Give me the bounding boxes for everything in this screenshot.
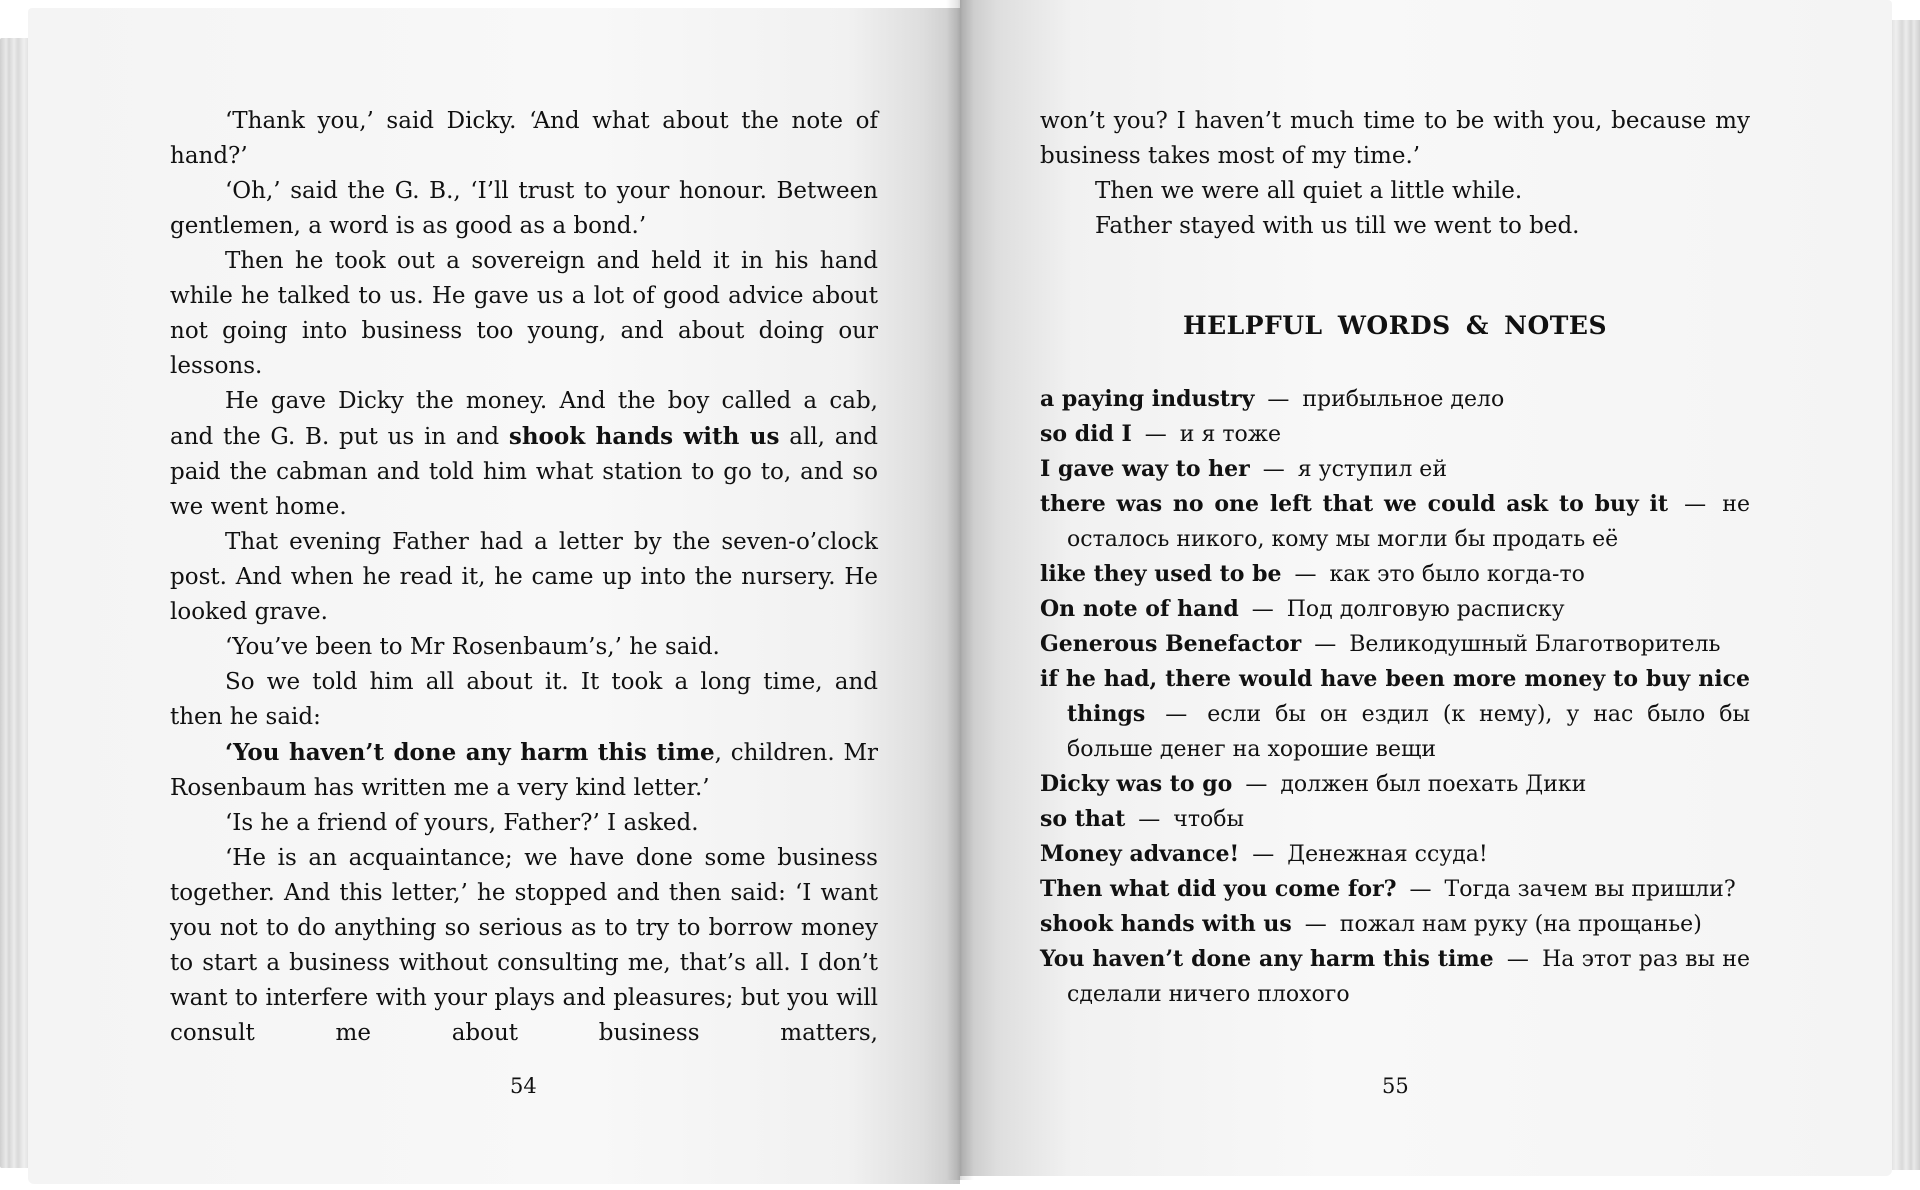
- left_page-paragraph: [170, 841, 878, 1051]
- right-page-body-text: [1040, 104, 1750, 244]
- note-translation: и я тоже: [1179, 422, 1281, 447]
- note-translation: Великодушный Благотворитель: [1349, 632, 1721, 657]
- text-run: , children. Mr Rosenbaum has written me a very kind letter.’: [170, 740, 878, 801]
- text-run: Father stayed with us till we went to bed.: [1095, 213, 1580, 239]
- vocabulary-note: [1040, 837, 1750, 872]
- left_page-paragraph: [170, 244, 878, 384]
- left_page-paragraph: [170, 104, 878, 174]
- left-page-body-text: [170, 104, 878, 1051]
- em-dash-separator: —: [1262, 457, 1285, 482]
- left_page-paragraph: [170, 630, 878, 665]
- note-term: You haven’t done any harm this time: [1040, 946, 1494, 972]
- vocabulary-note: [1040, 872, 1750, 907]
- text-run: Then he took out a sovereign and held it in his hand while he talked to us. He gave us a lot of good advice about not going into business too young, and about doing our lessons.: [170, 248, 878, 379]
- text-run: all, and paid the cabman and told him what station to go to, and so we went home.: [170, 424, 878, 520]
- vocabulary-note: [1040, 592, 1750, 627]
- text-run: ‘He is an acquaintance; we have done some business together. And this letter,’ he stopped and then said: ‘I want you not to do anything so serious as to try to borrow money to start a business without consulting me, that’s all. I don’t want to interfere with your plays and pleasures; but you will consult me about business matters,: [170, 845, 878, 1046]
- right_page-paragraph: [1040, 209, 1750, 244]
- note-translation: Тогда зачем вы пришли?: [1444, 877, 1736, 902]
- note-translation: прибыльное дело: [1302, 387, 1505, 412]
- note-term: Dicky was to go: [1040, 771, 1233, 797]
- em-dash-separator: —: [1506, 947, 1529, 972]
- text-run: ‘Thank you,’ said Dicky. ‘And what about the note of hand?’: [170, 108, 878, 169]
- helpful-words-heading: HELPFUL WORDS & NOTES: [1182, 311, 1608, 340]
- left_page-paragraph: [170, 665, 878, 735]
- note-term: Then what did you come for?: [1040, 876, 1397, 902]
- bold-phrase: shook hands with us: [508, 423, 780, 450]
- vocabulary-note: [1040, 942, 1750, 1012]
- text-run: So we told him all about it. It took a long time, and then he said:: [170, 669, 878, 730]
- em-dash-separator: —: [1251, 597, 1274, 622]
- note-term: if he had, there would have been more money to buy nice things: [1040, 666, 1750, 727]
- book-spine-gutter: [946, 0, 974, 1180]
- note-term: there was no one left that we could ask to buy it: [1040, 491, 1669, 517]
- left_page-paragraph: [170, 384, 878, 525]
- em-dash-separator: —: [1314, 632, 1337, 657]
- note-translation: я уступил ей: [1297, 457, 1447, 482]
- note-translation: На этот раз вы не сделали ничего плохого: [1067, 947, 1750, 1007]
- note-term: like they used to be: [1040, 561, 1282, 587]
- note-translation: если бы он ездил (к нему), у нас было бы больше денег на хорошие вещи: [1067, 702, 1750, 762]
- em-dash-separator: —: [1409, 877, 1432, 902]
- text-run: That evening Father had a letter by the seven-o’clock post. And when he read it, he came up into the nursery. He looked grave.: [170, 529, 878, 625]
- note-term: Generous Benefactor: [1040, 631, 1302, 657]
- note-term: shook hands with us: [1040, 911, 1292, 937]
- vocabulary-note: [1040, 417, 1750, 452]
- vocabulary-note: [1040, 452, 1750, 487]
- em-dash-separator: —: [1267, 387, 1290, 412]
- vocabulary-note: [1040, 627, 1750, 662]
- note-term: so that: [1040, 806, 1126, 832]
- note-translation: Под долговую расписку: [1286, 597, 1565, 622]
- right_page-paragraph: [1040, 104, 1750, 174]
- text-run: Then we were all quiet a little while.: [1095, 178, 1523, 204]
- left_page-paragraph: [170, 806, 878, 841]
- em-dash-separator: —: [1165, 702, 1188, 727]
- text-run: ‘Oh,’ said the G. B., ‘I’ll trust to your honour. Between gentlemen, a word is as good as a bond.’: [170, 178, 878, 239]
- left_page-paragraph: [170, 525, 878, 630]
- note-term: I gave way to her: [1040, 456, 1250, 482]
- vocabulary-note: [1040, 802, 1750, 837]
- em-dash-separator: —: [1144, 422, 1167, 447]
- right_page-paragraph: [1040, 174, 1750, 209]
- vocabulary-note: [1040, 487, 1750, 557]
- note-term: so did I: [1040, 421, 1132, 447]
- em-dash-separator: —: [1245, 772, 1268, 797]
- left_page-paragraph: [170, 735, 878, 806]
- note-translation: чтобы: [1173, 807, 1245, 832]
- note-translation: как это было когда-то: [1329, 562, 1585, 587]
- text-run: He gave Dicky the money. And the boy called a cab, and the G. B. put us in and: [170, 388, 878, 450]
- vocabulary-note: [1040, 662, 1750, 767]
- bold-phrase: ‘You haven’t done any harm this time: [225, 739, 715, 766]
- note-term: a paying industry: [1040, 386, 1255, 412]
- note-term: On note of hand: [1040, 596, 1239, 622]
- vocabulary-notes-list: [1040, 382, 1750, 1012]
- note-term: Money advance!: [1040, 841, 1240, 867]
- vocabulary-note: [1040, 382, 1750, 417]
- em-dash-separator: —: [1252, 842, 1275, 867]
- text-run: ‘You’ve been to Mr Rosenbaum’s,’ he said.: [225, 634, 720, 660]
- note-translation: не осталось никого, кому мы могли бы продать её: [1067, 492, 1750, 552]
- left-page-number: 54: [510, 1074, 537, 1098]
- left_page-paragraph: [170, 174, 878, 244]
- em-dash-separator: —: [1684, 492, 1707, 517]
- text-run: won’t you? I haven’t much time to be with you, because my business takes most of my time.’: [1040, 108, 1750, 169]
- vocabulary-note: [1040, 907, 1750, 942]
- note-translation: должен был поехать Дики: [1280, 772, 1587, 797]
- em-dash-separator: —: [1138, 807, 1161, 832]
- right-page-number: 55: [1382, 1074, 1409, 1098]
- note-translation: пожал нам руку (на прощанье): [1339, 912, 1702, 937]
- vocabulary-note: [1040, 557, 1750, 592]
- vocabulary-note: [1040, 767, 1750, 802]
- note-translation: Денежная ссуда!: [1287, 842, 1488, 867]
- em-dash-separator: —: [1304, 912, 1327, 937]
- em-dash-separator: —: [1294, 562, 1317, 587]
- text-run: ‘Is he a friend of yours, Father?’ I asked.: [225, 810, 699, 836]
